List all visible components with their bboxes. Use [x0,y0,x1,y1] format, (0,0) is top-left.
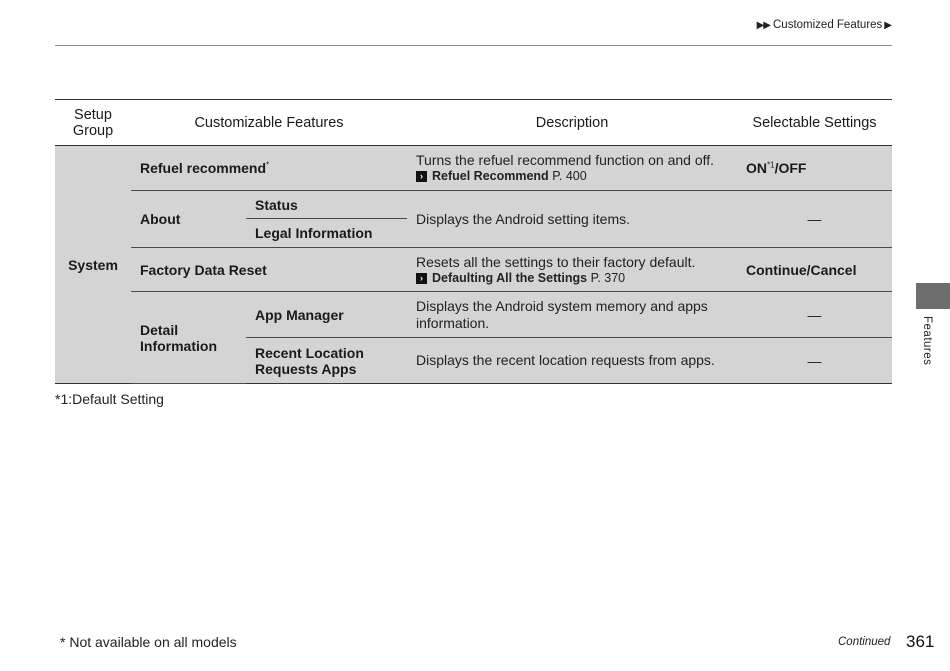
continued-label: Continued [838,636,891,648]
feature-refuel: Refuel recommend [140,160,267,176]
table-row [55,248,892,292]
cross-reference [420,169,728,184]
group-cell: System [55,146,131,384]
description-text: Turns the refuel recommend function on and off. [416,152,715,168]
setting-on: ON [746,160,767,176]
subfeature-recent-location: Recent Location Requests Apps [246,338,407,384]
section-side-label: Features [921,316,933,366]
column-header-setup-group: Setup Group [55,100,131,146]
asterisk-mark: * [266,160,270,170]
default-setting-footnote: *1:Default Setting [55,391,164,407]
availability-note: * Not available on all models [60,634,237,650]
feature-cell [131,146,407,191]
column-header-description: Description [407,100,737,146]
default-mark: *1 [767,160,775,170]
customizable-features-table [55,99,892,384]
description-cell [407,146,737,191]
ref-page: P. 370 [590,270,626,285]
section-tab-marker [916,283,950,309]
setting-factory: Continue/Cancel [737,248,892,292]
feature-about: About [131,191,246,248]
description-text: Resets all the settings to their factory default. [416,253,696,270]
breadcrumb-title: Customized Features [773,19,883,31]
setting-app-manager: — [737,292,892,338]
description-app-manager: Displays the Android system memory and apps information. [407,292,737,338]
setting-cell [737,146,892,191]
table-row [55,191,892,219]
description-about: Displays the Android setting items. [407,191,737,248]
setting-recent-location: — [737,338,892,384]
breadcrumb [757,19,892,31]
page-number: 361 [906,632,935,651]
setting-about: — [737,191,892,248]
table-header-row [55,100,892,146]
table-row [55,292,892,338]
arrow-icon: › [416,171,427,182]
ref-page: P. 400 [552,169,587,183]
triangle-icon: ▶ [884,20,892,31]
ref-title: Refuel Recommend [432,169,549,183]
setting-off: /OFF [774,160,807,176]
double-triangle-icon: ▶▶ [756,20,770,31]
header-divider [55,45,892,46]
feature-factory-data-reset: Factory Data Reset [131,248,407,292]
subfeature-app-manager: App Manager [246,292,407,338]
cross-reference [420,270,728,286]
description-recent-location: Displays the recent location requests from apps. [407,338,737,384]
description-cell [407,248,737,292]
column-header-settings: Selectable Settings [737,100,892,146]
subfeature-legal-information: Legal Information [246,219,407,248]
subfeature-status: Status [246,191,407,219]
table-row [55,146,892,191]
column-header-features: Customizable Features [131,100,407,146]
ref-title: Defaulting All the Settings [432,270,588,285]
feature-detail-information: Detail Information [131,292,246,384]
arrow-icon: › [416,273,427,284]
